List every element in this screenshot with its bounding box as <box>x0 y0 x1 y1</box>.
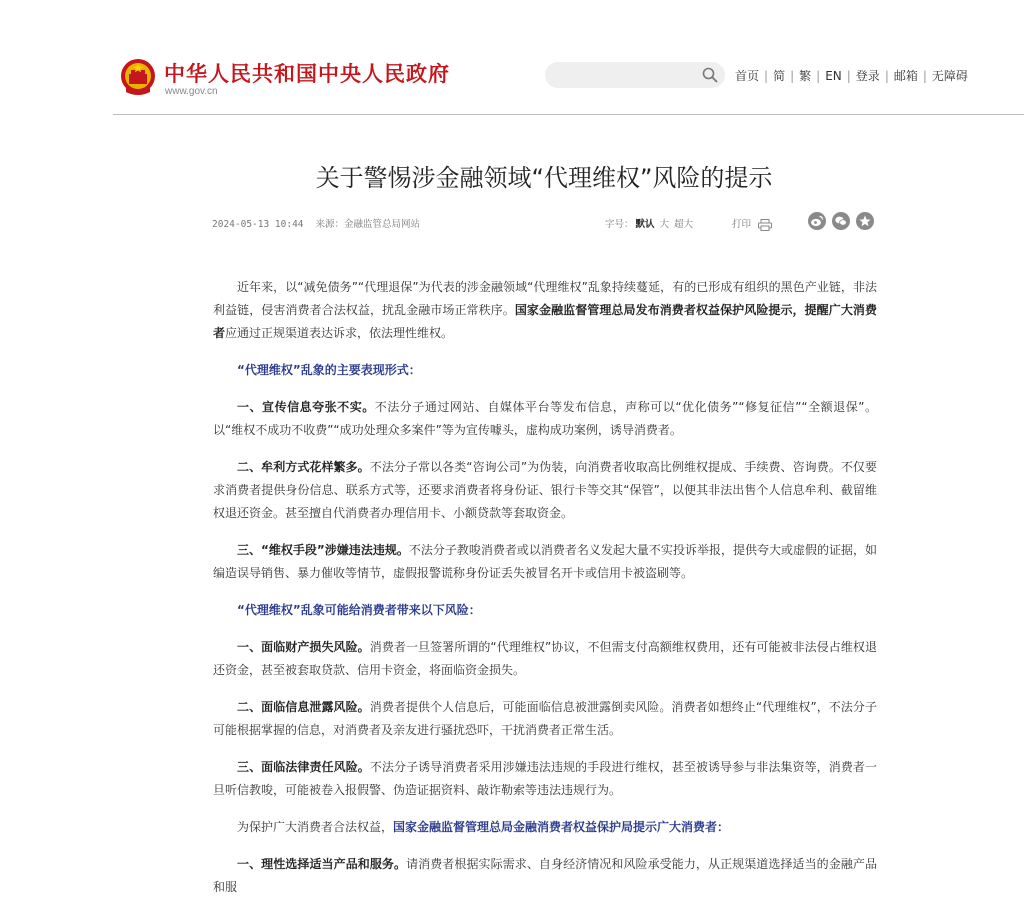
print-icon <box>758 219 772 231</box>
nav-divider: | <box>816 69 821 83</box>
form-1-text: 不法分子通过网站、自媒体平台等发布信息，声称可以“优化债务”“修复征信”“全额退保”。以“维权不成功不收费”“成功处理众多案件”等为宣传噱头，虚构成功案例，诱导消费者。 <box>213 400 877 437</box>
paragraph-risk-1 <box>213 636 877 682</box>
form-3-heading: 三、“维权手段”涉嫌违法违规。 <box>237 543 409 557</box>
site-domain: www.gov.cn <box>165 86 218 97</box>
search-icon[interactable] <box>702 67 718 83</box>
font-size-large[interactable]: 大 <box>659 219 670 230</box>
risk-2-heading: 二、面临信息泄露风险。 <box>237 700 370 714</box>
search-input[interactable] <box>545 62 725 88</box>
share-weibo-icon[interactable] <box>808 212 826 230</box>
share-favorite-icon[interactable] <box>856 212 874 230</box>
nav-divider: | <box>846 69 851 83</box>
nav-traditional-link[interactable]: 繁 <box>799 69 812 83</box>
tip-1-heading: 一、理性选择适当产品和服务。 <box>237 857 407 871</box>
nav-divider: | <box>764 69 769 83</box>
intro-text-end: 应通过正规渠道表达诉求，依法理性维权。 <box>225 326 454 340</box>
section-heading-risks: “代理维权”乱象可能给消费者带来以下风险： <box>237 603 481 617</box>
tips-intro-text: 为保护广大消费者合法权益， <box>237 820 394 834</box>
nav-login-link[interactable]: 登录 <box>855 69 880 83</box>
form-3-text: 不法分子教唆消费者或以消费者名义发起大量不实投诉举报，提供夸大或虚假的证据，如编造误导销售、暴力催收等情节，虚假报警谎称身份证丢失被冒名开卡或信用卡被盗刷等。 <box>213 543 877 580</box>
top-nav <box>735 67 968 84</box>
font-size-label: 字号： <box>605 219 634 230</box>
font-size-xlarge[interactable]: 超大 <box>674 219 694 230</box>
nav-divider: | <box>884 69 889 83</box>
national-emblem-icon[interactable] <box>120 58 156 96</box>
intro-highlight: 国家金融监督管理总局发布消费者权益保护风险提示，提醒广大消费者 <box>213 303 877 340</box>
risk-3-text: 不法分子诱导消费者采用涉嫌违法违规的手段进行维权，甚至被诱导参与非法集资等，消费者一旦听信教唆，可能被卷入报假警、伪造证据资料、敲诈勒索等违法违规行为。 <box>213 760 877 797</box>
source-label: 来源： <box>315 219 345 230</box>
risk-3-heading: 三、面临法律责任风险。 <box>237 760 370 774</box>
nav-english-link[interactable]: EN <box>825 69 842 83</box>
site-header <box>0 0 1024 114</box>
risk-1-text: 消费者一旦签署所谓的“代理维权”协议，不但需支付高额维权费用，还有可能被非法侵占维权退还资金，甚至被套取贷款、信用卡资金，将面临资金损失。 <box>213 640 877 677</box>
font-size-default[interactable]: 默认 <box>635 219 655 230</box>
header-divider <box>113 114 1024 115</box>
paragraph-form-1 <box>213 396 877 442</box>
intro-text: 近年来，以“减免债务”“代理退保”为代表的涉金融领域“代理维权”乱象持续蔓延，有的已形成有组织的黑色产业链，非法利益链，侵害消费者合法权益，扰乱金融市场正常秩序。 <box>213 280 877 317</box>
form-2-text: 不法分子常以各类“咨询公司”为伪装，向消费者收取高比例维权提成、手续费、咨询费。不仅要求消费者提供身份信息、联系方式等，还要求消费者将身份证、银行卡等交其“保管”，以便其非法出售个人信息牟利、截留维权退还资金。甚至擅自代消费者办理信用卡、小额贷款等套取资金。 <box>213 460 877 520</box>
nav-mail-link[interactable]: 邮箱 <box>893 69 918 83</box>
risk-1-heading: 一、面临财产损失风险。 <box>237 640 370 654</box>
section-heading-forms: “代理维权”乱象的主要表现形式： <box>237 363 421 377</box>
nav-home-link[interactable]: 首页 <box>735 69 760 83</box>
nav-divider: | <box>790 69 795 83</box>
source-name: 金融监管总局网站 <box>344 219 421 230</box>
site-name[interactable]: 中华人民共和国中央人民政府 <box>164 61 450 86</box>
tip-1-text: 请消费者根据实际需求、自身经济情况和风险承受能力，从正规渠道选择适当的金融产品和服 <box>213 857 877 894</box>
paragraph-tip-1 <box>213 853 877 899</box>
paragraph-form-3 <box>213 539 877 585</box>
risk-2-text: 消费者提供个人信息后，可能面临信息被泄露倒卖风险。消费者如想终止“代理维权”，不法分子可能根据掌握的信息，对消费者及亲友进行骚扰恐吓，干扰消费者正常生活。 <box>213 700 877 737</box>
article-date-source <box>212 216 420 230</box>
paragraph-tips-intro <box>213 816 877 839</box>
paragraph-form-2 <box>213 456 877 525</box>
nav-accessibility-link[interactable]: 无障碍 <box>931 69 968 83</box>
font-size-control <box>605 216 693 230</box>
paragraph-risk-2 <box>213 696 877 742</box>
paragraph-risk-3 <box>213 756 877 802</box>
print-label: 打印 <box>732 219 752 230</box>
paragraph-intro <box>213 276 877 345</box>
form-1-heading: 一、宣传信息夸张不实。 <box>237 400 375 414</box>
publish-date: 2024-05-13 10:44 <box>212 219 304 230</box>
form-2-heading: 二、牟利方式花样繁多。 <box>237 460 370 474</box>
share-wechat-icon[interactable] <box>832 212 850 230</box>
article-meta <box>212 212 876 234</box>
article-body <box>213 276 877 913</box>
nav-simplified-link[interactable]: 简 <box>773 69 786 83</box>
tips-intro-highlight: 国家金融监督管理总局金融消费者权益保护局提示广大消费者： <box>393 820 730 834</box>
nav-divider: | <box>922 69 927 83</box>
article-title: 关于警惕涉金融领域“代理维权”风险的提示 <box>315 164 773 192</box>
print-button[interactable] <box>732 216 772 231</box>
